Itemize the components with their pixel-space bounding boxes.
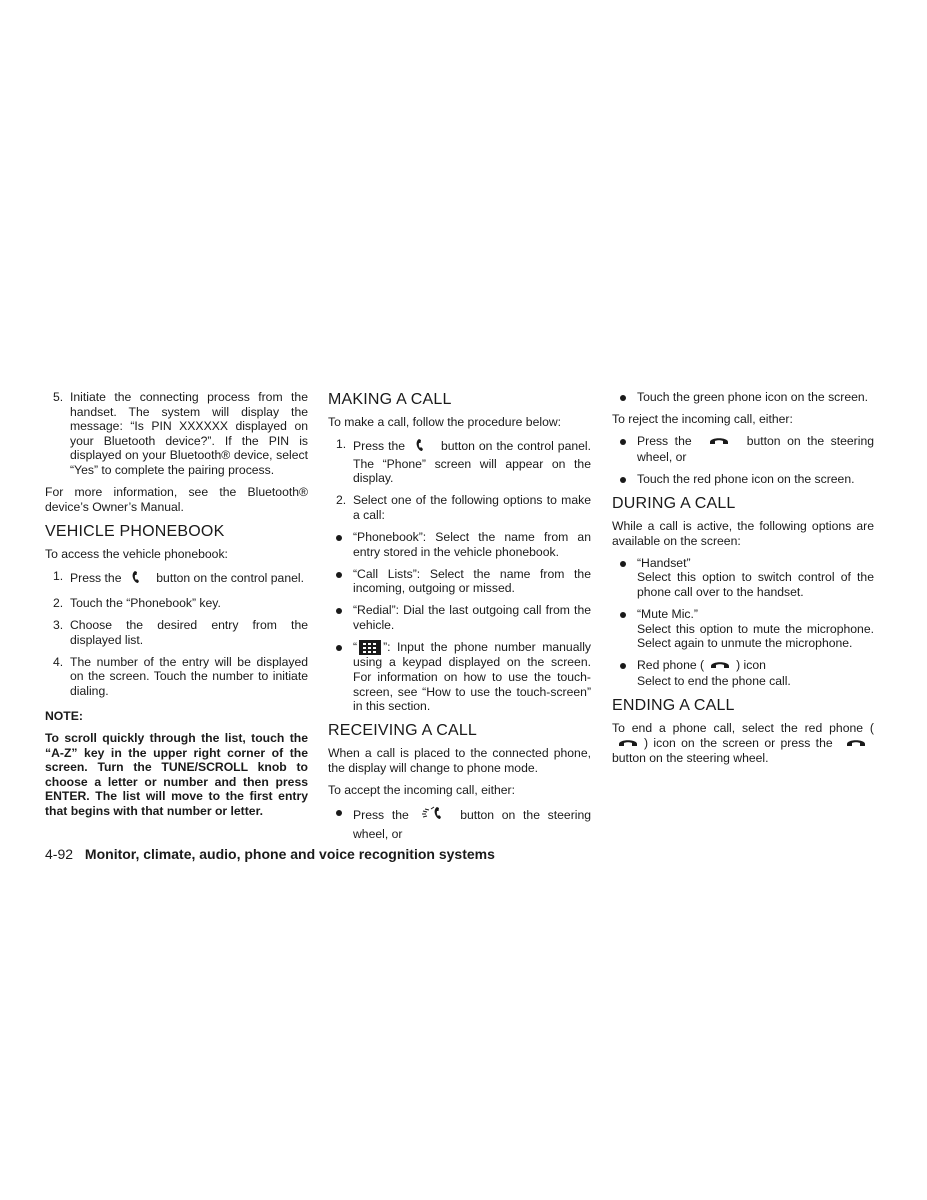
step-text: Select one of the following options to make a call: — [353, 493, 591, 522]
call-options-list — [328, 530, 591, 714]
ending-text-pre: To end a phone call, select the red phone ( — [612, 720, 874, 735]
accept-option-screen — [612, 390, 874, 405]
pairing-steps — [45, 390, 308, 478]
option-text-pre: Press the — [637, 434, 692, 449]
during-option-red-phone — [612, 658, 874, 688]
column-right — [612, 390, 874, 773]
column-left — [45, 390, 308, 819]
option-phonebook — [328, 530, 591, 559]
step-number: 1. — [53, 568, 64, 583]
bullet-icon — [336, 572, 342, 578]
note-title: NOTE: — [45, 708, 83, 723]
step-text: The number of the entry will be displayed on the screen. Touch the number to initiate dialing. — [70, 654, 308, 698]
option-text-pre: Press the — [353, 808, 409, 823]
phone-voice-icon — [420, 805, 450, 827]
step-text: Initiate the connecting process from the handset. The system will display the message: “Is PIN XXXXXX displayed on your Bluetooth device?”. If the PIN is displayed on your Bluetooth® device, select “Yes” to complete the pairing process. — [70, 390, 308, 477]
step-text-post: button on the control panel. The “Phone” screen will appear on the display. — [353, 439, 592, 486]
receiving-intro: When a call is placed to the connected phone, the display will change to phone mode. — [328, 746, 591, 775]
vehicle-phonebook-heading: VEHICLE PHONEBOOK — [45, 522, 225, 540]
phonebook-step-4 — [45, 655, 308, 699]
bullet-icon — [336, 608, 342, 614]
during-option-handset — [612, 556, 874, 600]
phone-icon — [128, 569, 150, 589]
bullet-icon — [620, 439, 626, 445]
during-a-call-heading: DURING A CALL — [612, 494, 736, 512]
phonebook-steps — [45, 569, 308, 699]
during-intro: While a call is active, the following options are available on the screen: — [612, 518, 874, 548]
option-text: Select this option to mute the microphone. Select again to unmute the microphone. — [637, 621, 874, 651]
phonebook-step-1 — [45, 569, 308, 589]
phonebook-step-3 — [45, 618, 308, 647]
step-text-post: button on the control panel. — [156, 570, 304, 585]
option-keypad — [328, 640, 591, 714]
bullet-icon — [620, 663, 626, 669]
option-text: Select to end the phone call. — [637, 673, 791, 688]
accept-option-steering — [328, 805, 591, 841]
receiving-a-call-heading: RECEIVING A CALL — [328, 722, 478, 740]
making-step-2 — [328, 493, 591, 522]
bullet-icon — [620, 612, 626, 618]
bullet-icon — [620, 561, 626, 567]
page-number: 4-92 — [45, 846, 74, 862]
accept-intro: To accept the incoming call, either: — [328, 782, 515, 797]
phonebook-intro: To access the vehicle phonebook: — [45, 546, 228, 561]
option-text: “Call Lists”: Select the name from the incoming, outgoing or missed. — [353, 566, 591, 596]
bullet-icon — [336, 535, 342, 541]
page-footer — [45, 846, 495, 862]
hang-up-icon — [707, 658, 733, 674]
ending-text-mid: ) icon on the screen or press the — [644, 735, 833, 750]
reject-options-list — [612, 434, 874, 486]
hang-up-icon — [841, 736, 871, 752]
ending-text-post: button on the steering wheel. — [612, 751, 769, 766]
step-number: 1. — [336, 437, 347, 452]
reject-option-screen — [612, 472, 874, 487]
option-text: “Redial”: Dial the last outgoing call from the vehicle. — [353, 603, 591, 633]
accept-options-list — [328, 805, 591, 841]
step-text-pre: Press the — [70, 570, 122, 585]
option-title-pre: Red phone ( — [637, 658, 705, 673]
accept-options-list-cont — [612, 390, 874, 405]
option-text-post: button on the steering wheel, or — [637, 434, 875, 464]
making-call-steps — [328, 437, 591, 522]
step-number: 2. — [53, 595, 64, 610]
bullet-icon — [336, 810, 342, 816]
reject-intro: To reject the incoming call, either: — [612, 412, 793, 427]
ending-text — [612, 721, 874, 766]
note-body: To scroll quickly through the list, touch the “A-Z” key in the upper right corner of the screen. Turn the TUNE/SCROLL knob to choose a letter or number and then press ENTER. The list will move to the first entry that begins with that number or letter. — [45, 731, 308, 819]
step-number: 5. — [53, 390, 64, 404]
option-title-post: ) icon — [736, 658, 766, 673]
bullet-icon — [336, 645, 342, 651]
pairing-step-5 — [45, 390, 308, 478]
option-text-post: button on the steering wheel, or — [353, 808, 592, 841]
step-number: 4. — [53, 654, 64, 669]
option-text: Touch the red phone icon on the screen. — [637, 471, 855, 486]
during-options-list — [612, 556, 874, 689]
hang-up-icon — [701, 434, 737, 450]
making-step-1 — [328, 437, 591, 486]
option-call-lists — [328, 567, 591, 596]
option-text-pre: “ — [353, 640, 358, 655]
column-middle — [328, 390, 591, 849]
option-title: “Handset” — [637, 555, 691, 570]
step-text: Choose the desired entry from the displayed list. — [70, 618, 308, 647]
bullet-icon — [620, 395, 626, 401]
section-title: Monitor, climate, audio, phone and voice recognition systems — [84, 846, 495, 862]
more-info-text: For more information, see the Bluetooth® device’s Owner’s Manual. — [45, 485, 308, 514]
option-redial — [328, 603, 591, 632]
step-number: 2. — [336, 493, 347, 508]
phonebook-step-2 — [45, 596, 308, 611]
bullet-icon — [620, 477, 626, 483]
making-call-intro: To make a call, follow the procedure below: — [328, 415, 562, 429]
during-option-mute — [612, 607, 874, 651]
keypad-icon — [359, 640, 381, 655]
ending-a-call-heading: ENDING A CALL — [612, 696, 735, 714]
option-text: Select this option to switch control of the phone call over to the handset. — [637, 570, 874, 599]
step-number: 3. — [53, 618, 64, 633]
option-text: Touch the green phone icon on the screen. — [637, 390, 869, 404]
step-text: Touch the “Phonebook” key. — [70, 595, 221, 610]
option-text-post: ”: Input the phone number manually using a keypad displayed on the screen. For information on how to use the touch-screen, see “How to use the touch-screen” in this section. — [353, 640, 591, 714]
hang-up-icon — [615, 736, 641, 752]
making-a-call-heading: MAKING A CALL — [328, 391, 452, 408]
option-title-line — [637, 658, 874, 674]
option-text: “Phonebook”: Select the name from an entry stored in the vehicle phonebook. — [353, 530, 591, 559]
phone-icon — [412, 437, 434, 457]
step-text-pre: Press the — [353, 439, 406, 454]
reject-option-steering — [612, 434, 874, 464]
option-title: “Mute Mic.” — [637, 606, 698, 621]
